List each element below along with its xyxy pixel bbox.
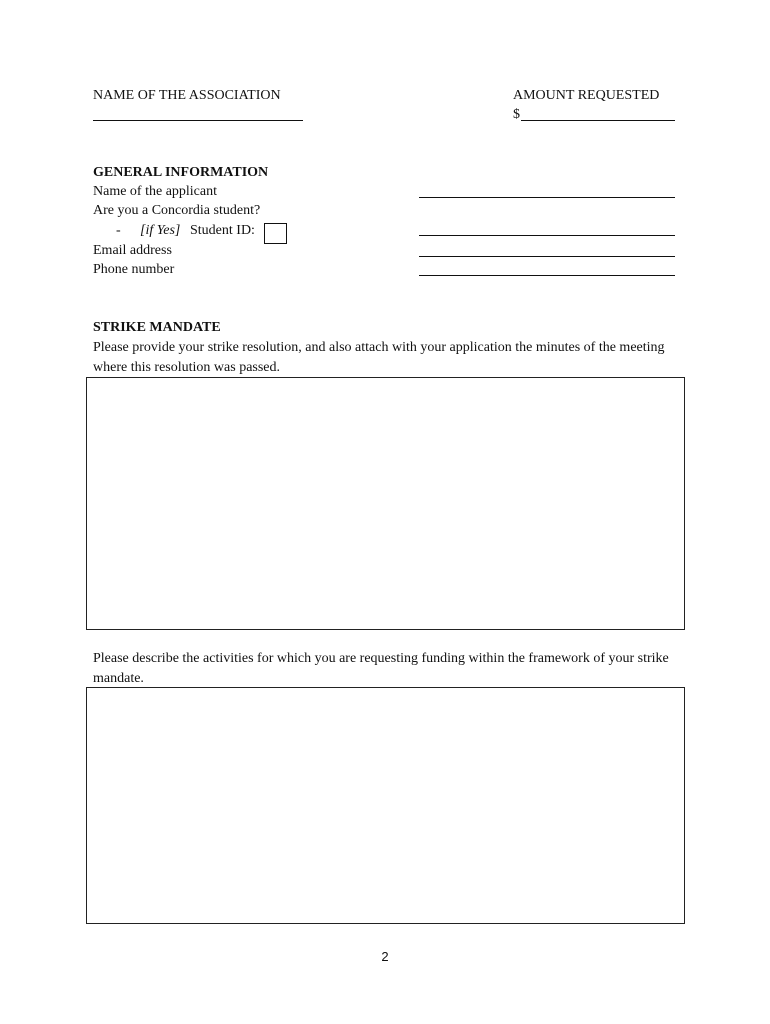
student-id-checkbox[interactable]	[264, 223, 287, 244]
student-id-field[interactable]	[419, 235, 675, 236]
activities-instruction: Please describe the activities for which you are requesting funding within the framework of your strike mandate.	[93, 651, 669, 686]
strike-resolution-textbox[interactable]	[86, 377, 685, 630]
phone-number-label: Phone number	[93, 262, 175, 277]
activities-textbox[interactable]	[86, 687, 685, 924]
concordia-student-question: Are you a Concordia student?	[93, 203, 261, 218]
currency-symbol: $	[513, 107, 520, 122]
amount-requested-label: AMOUNT REQUESTED	[513, 88, 660, 103]
strike-mandate-heading: STRIKE MANDATE	[93, 320, 221, 335]
if-yes-label: [if Yes]	[140, 223, 181, 238]
general-information-heading: GENERAL INFORMATION	[93, 165, 269, 180]
email-address-field[interactable]	[419, 256, 675, 257]
email-address-label: Email address	[93, 243, 172, 258]
phone-number-field[interactable]	[419, 275, 675, 276]
list-dash: -	[116, 223, 121, 238]
association-name-field[interactable]	[93, 120, 303, 121]
student-id-label: Student ID:	[190, 223, 255, 238]
page-number: 2	[381, 949, 389, 964]
strike-resolution-instruction: Please provide your strike resolution, and also attach with your application the minutes of the meeting where this resolution was passed.	[93, 340, 665, 375]
applicant-name-label: Name of the applicant	[93, 184, 218, 199]
amount-requested-field[interactable]	[521, 120, 675, 121]
applicant-name-field[interactable]	[419, 197, 675, 198]
association-name-label: NAME OF THE ASSOCIATION	[93, 88, 281, 103]
